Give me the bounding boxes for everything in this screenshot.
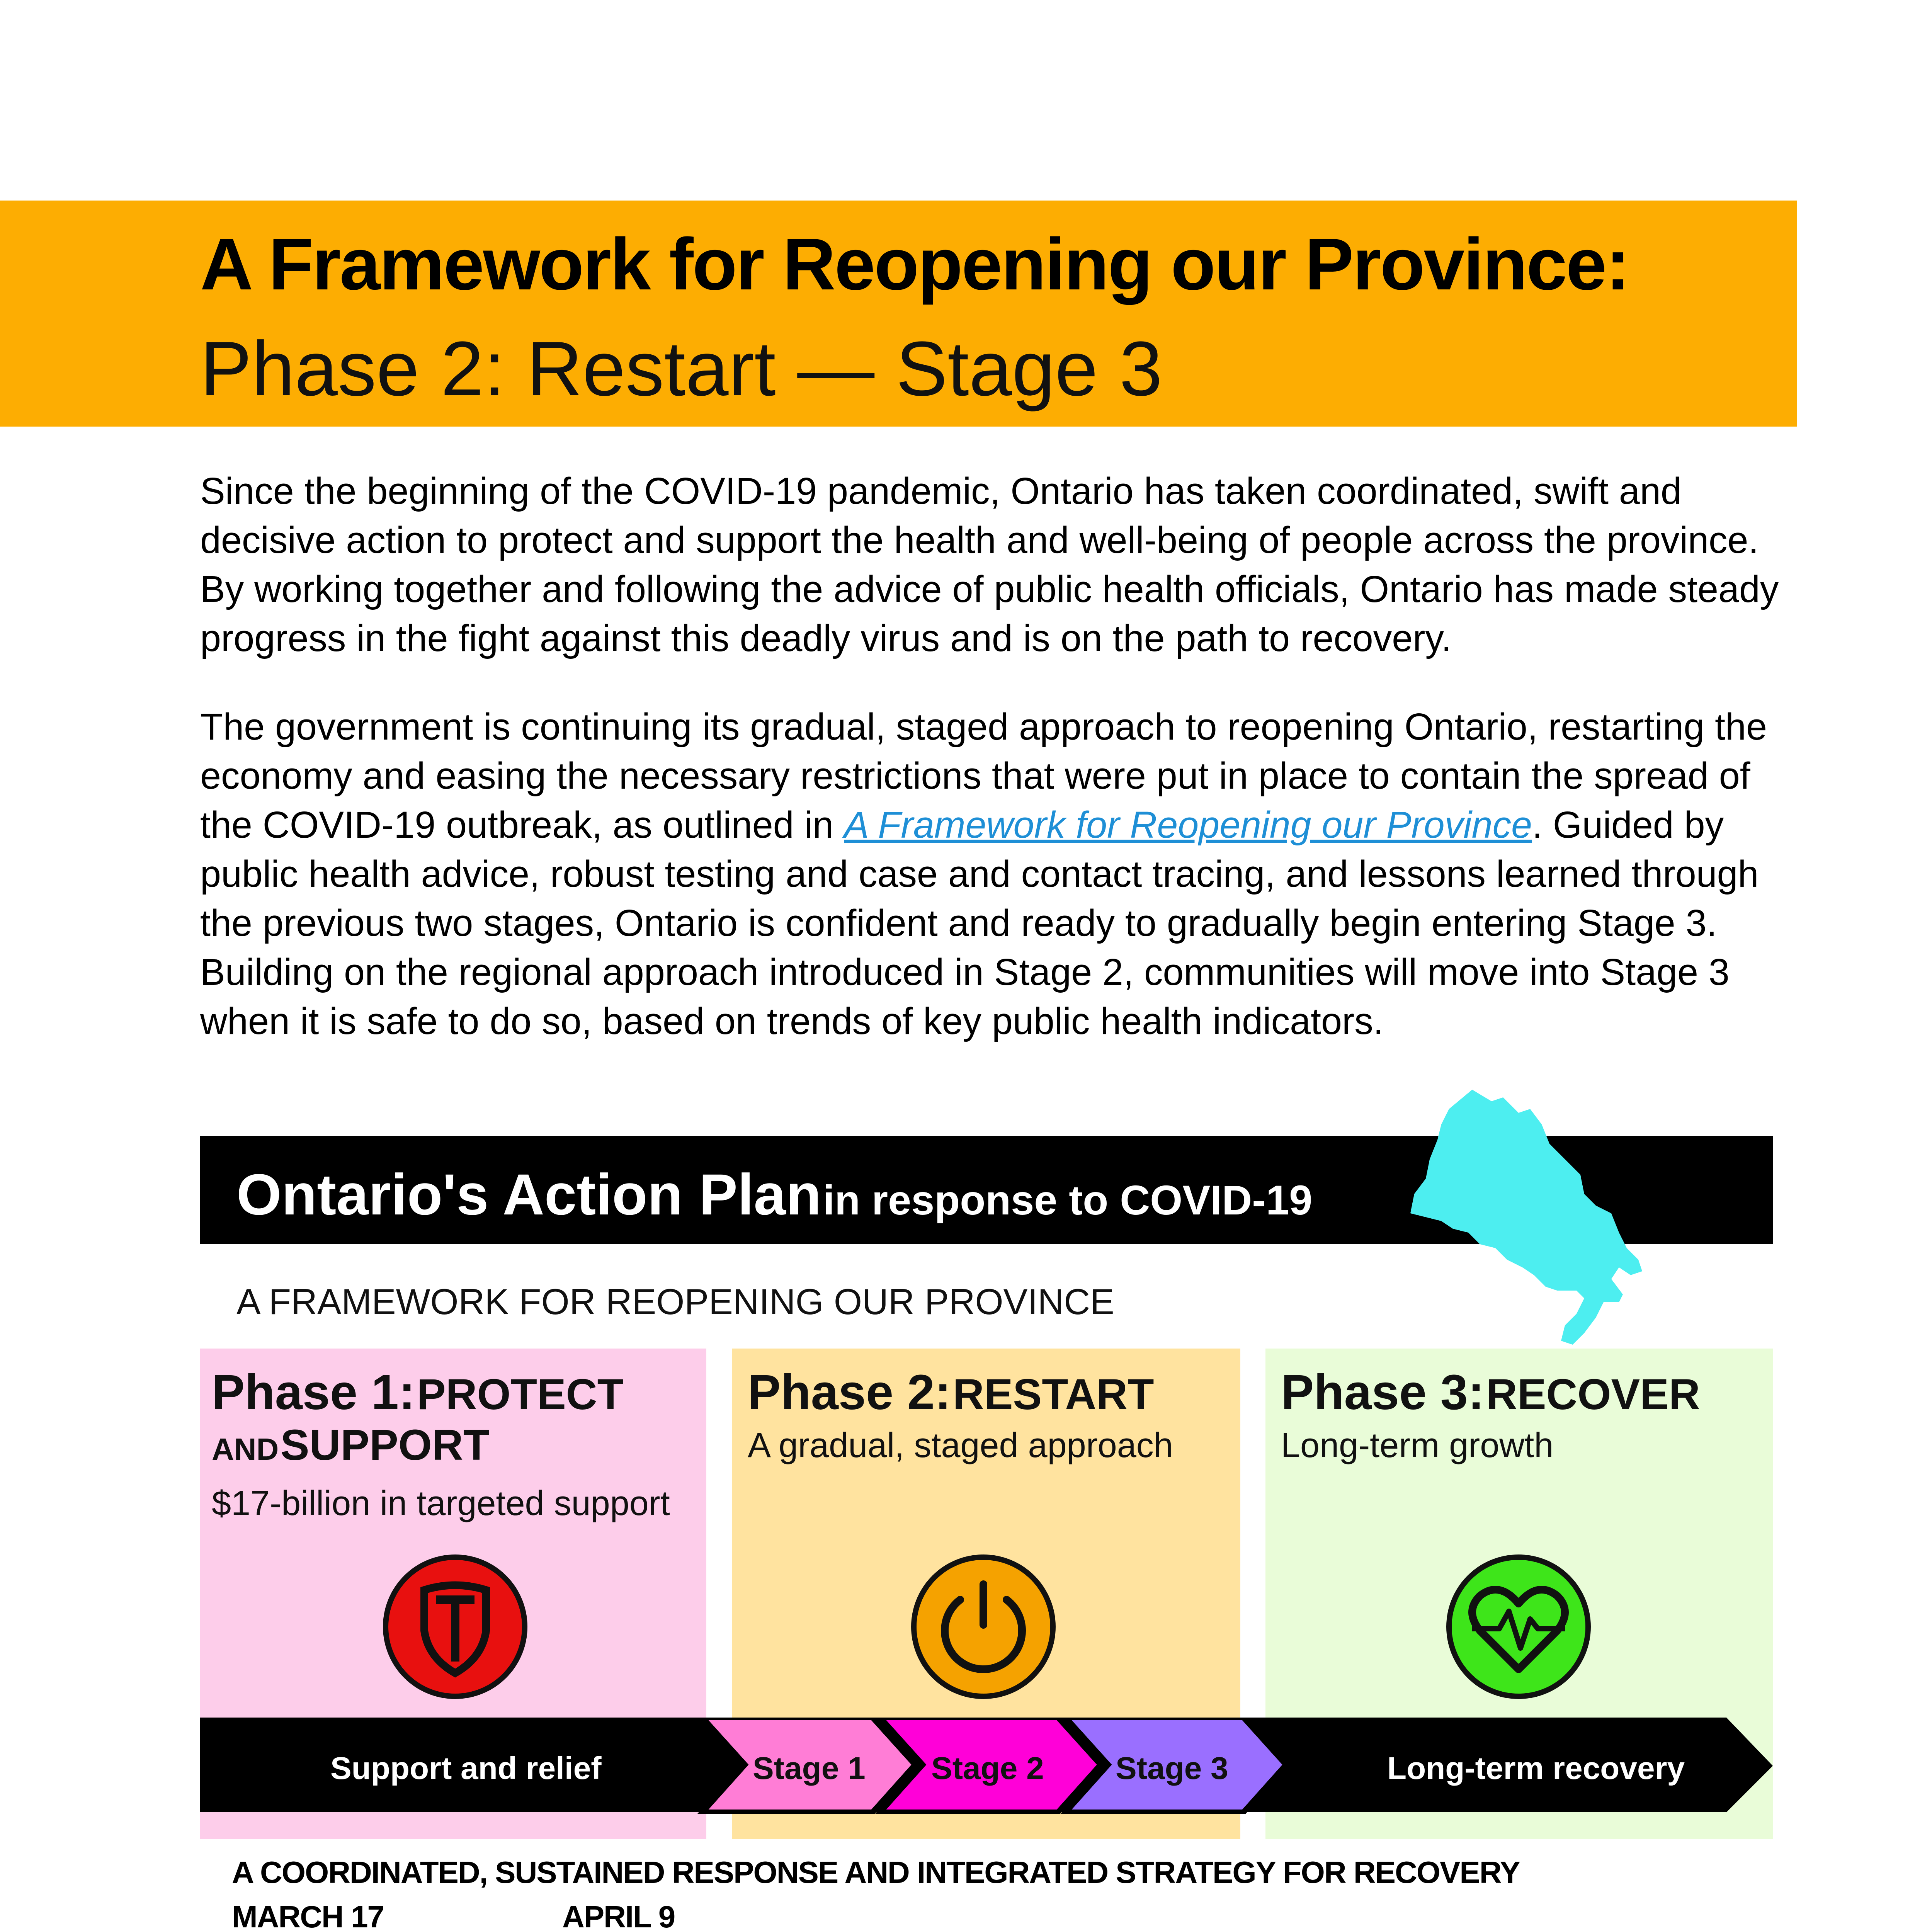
shield-icon [382, 1553, 529, 1700]
phase-1-title [212, 1364, 624, 1421]
heart-pulse-icon [1445, 1553, 1592, 1700]
phase-3-name: RECOVER [1486, 1370, 1700, 1418]
intro-paragraph-2-text-a: The government is continuing its gradual, staged approach to reopening Ontario, restarting the economy and easing the necessary restrictions that were put in place to contain the spread of the COVID-19 outbreak, as outlined in [200, 706, 1767, 846]
phase-2-name: RESTART [952, 1370, 1154, 1418]
phase-1-name-line2: SUPPORT [280, 1421, 490, 1469]
page-subtitle: Phase 2: Restart — Stage 3 [200, 326, 1163, 412]
event-date: APRIL 9 [562, 1900, 675, 1932]
phase-2-title [748, 1364, 1154, 1421]
band-stage-2-label: Stage 2 [931, 1751, 1044, 1786]
action-plan-title-main: Ontario's Action Plan [236, 1162, 821, 1227]
event-date: MARCH 17 [232, 1900, 384, 1932]
phase-1-subtitle: $17-billion in targeted support [212, 1484, 670, 1523]
phase-3-title [1281, 1364, 1700, 1421]
ontario-map-icon [1403, 1086, 1673, 1356]
action-plan-title [236, 1161, 1312, 1228]
band-stage-1-label: Stage 1 [753, 1751, 866, 1786]
phase-1-name: PROTECT [417, 1370, 624, 1418]
intro-paragraph-2 [200, 702, 1800, 1046]
band-recovery-label: Long-term recovery [1387, 1751, 1685, 1786]
page-title: A Framework for Reopening our Province: [200, 223, 1629, 305]
phase-1-title-line2 [212, 1420, 490, 1470]
phase-3-subtitle: Long-term growth [1281, 1426, 1554, 1465]
phase-2-number: Phase 2: [748, 1365, 951, 1420]
phase-1-and: AND [212, 1432, 279, 1466]
phase-1-number: Phase 1: [212, 1365, 415, 1420]
phase-3-number: Phase 3: [1281, 1365, 1485, 1420]
timeline-heading: A COORDINATED, SUSTAINED RESPONSE AND INTEGRATED STRATEGY FOR RECOVERY [232, 1855, 1520, 1889]
band-support-label: Support and relief [330, 1751, 602, 1786]
intro-paragraph-2-text-b: . Guided by public health advice, robust testing and case and contact tracing, and lessons learned through the previous two stages, Ontario is confident and ready to gradually begin entering Stage 3. Building on the regional approach introduced in Stage 2, communities will move into Stage 3 when it is safe to do so, based on trends of key public health indicators. [200, 804, 1759, 1042]
power-icon [910, 1553, 1057, 1700]
band-stage-3-label: Stage 3 [1116, 1751, 1228, 1786]
framework-link[interactable]: A Framework for Reopening our Province [844, 804, 1532, 846]
action-plan-title-sub: in response to COVID-19 [823, 1177, 1313, 1223]
intro-paragraph-1: Since the beginning of the COVID-19 pandemic, Ontario has taken coordinated, swift and decisive action to protect and support the health and well-being of people across the province. By working together and following the advice of public health officials, Ontario has made steady progress in the fight against this deadly virus and is on the path to recovery. [200, 470, 1779, 659]
phase-2-subtitle: A gradual, staged approach [748, 1426, 1173, 1465]
framework-label: A FRAMEWORK FOR REOPENING OUR PROVINCE [236, 1281, 1114, 1322]
